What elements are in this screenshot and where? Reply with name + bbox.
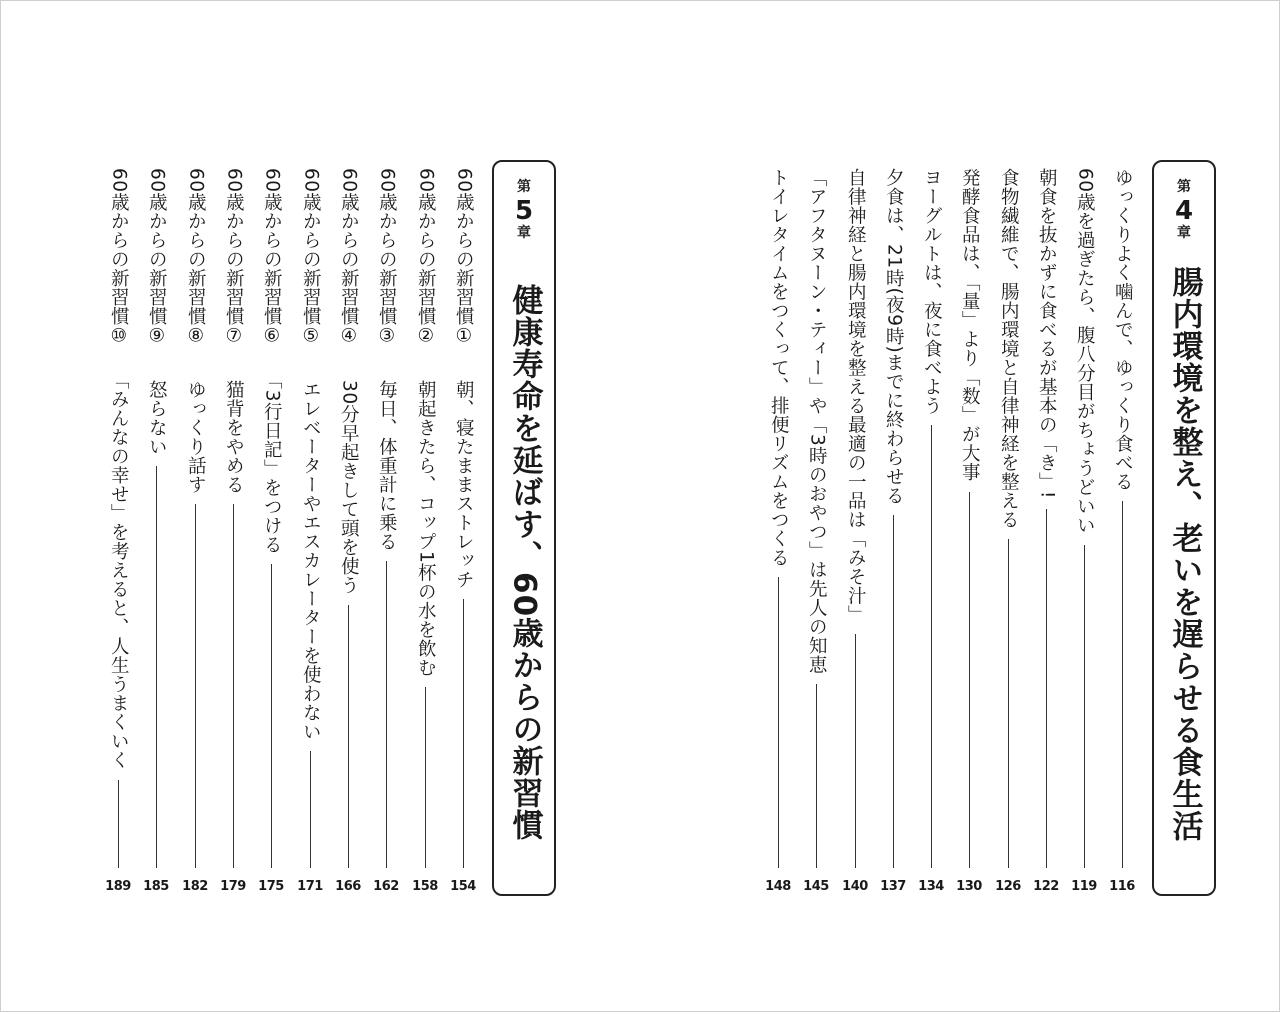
toc-entry-text: ヨーグルトは、夜に食べよう [921, 168, 943, 415]
toc-entry-text: 60歳を過ぎたら、腹八分目がちょうどいい [1074, 168, 1096, 535]
toc-entry-prefix: 60歳からの新習慣⑧ [185, 168, 207, 348]
toc-page-number: 189 [105, 879, 131, 894]
toc-entry-text: 猫背をやめる [223, 380, 245, 495]
toc-leader-line [310, 751, 311, 868]
toc-entry-title [884, 168, 903, 505]
toc-entry-text: ゆっくり話す [185, 380, 207, 495]
toc-entry-title [999, 168, 1018, 529]
toc-entry-title [960, 168, 979, 482]
toc-entry-text: 夕食は、21時(夜9時)までに終わらせる [883, 168, 905, 506]
toc-page-number: 122 [1033, 879, 1059, 894]
toc-entry-text: 食物繊維で、腸内環境と自律神経を整える [998, 168, 1020, 529]
chapter-5-label-bottom: 章 [517, 225, 531, 241]
toc-entry-title [807, 168, 826, 674]
toc-page-number: 130 [956, 879, 982, 894]
toc-leader-line [233, 504, 234, 868]
toc-entry-text: 発酵食品は、「量」より「数」が大事 [959, 168, 981, 482]
toc-entry-prefix: 60歳からの新習慣⑨ [146, 168, 168, 348]
toc-entry[interactable] [954, 168, 984, 898]
toc-entry[interactable] [840, 168, 870, 898]
toc-entry[interactable] [103, 168, 133, 898]
toc-leader-line [118, 780, 119, 868]
toc-entry[interactable] [180, 168, 210, 898]
toc-page-number: 175 [258, 879, 284, 894]
toc-entry-title [416, 168, 435, 677]
toc-entry[interactable] [993, 168, 1023, 898]
toc-entry-prefix: 60歳からの新習慣⑥ [261, 168, 283, 348]
toc-entry[interactable] [410, 168, 440, 898]
toc-entry-text: 朝起きたら、コップ1杯の水を飲む [415, 380, 437, 678]
toc-page-number: 137 [880, 879, 906, 894]
toc-leader-line [195, 504, 196, 868]
toc-page-number: 154 [450, 879, 476, 894]
toc-entry[interactable] [256, 168, 286, 898]
toc-page-number: 166 [335, 879, 361, 894]
toc-leader-line [1084, 545, 1085, 868]
toc-page-number: 119 [1071, 879, 1097, 894]
toc-page-number: 134 [918, 879, 944, 894]
toc-entry[interactable] [448, 168, 478, 898]
toc-leader-line [816, 684, 817, 868]
toc-entry[interactable] [371, 168, 401, 898]
toc-leader-line [463, 599, 464, 868]
toc-entry[interactable] [295, 168, 325, 898]
toc-entry-title [186, 168, 205, 494]
chapter-5-number: 5 [514, 196, 534, 226]
toc-entry-text: 「アフタヌーン・ティー」や「3時のおやつ」は先人の知恵 [806, 168, 828, 675]
toc-entry-text: 自律神経と腸内環境を整える最適の一品は「みそ汁」 [845, 168, 867, 624]
toc-entry-title [1037, 168, 1056, 499]
toc-entry-text: 「3行日記」をつける [261, 380, 283, 555]
chapter-4-title: 腸内環境を整え、老いを遅らせる食生活 [1166, 266, 1203, 842]
toc-leader-line [348, 605, 349, 868]
toc-leader-line [156, 466, 157, 868]
toc-entry[interactable] [333, 168, 363, 898]
toc-entry[interactable] [916, 168, 946, 898]
toc-entry-text: 「みんなの幸せ」を考えると、人生うまくいく [108, 380, 130, 770]
toc-entry-prefix: 60歳からの新習慣⑤ [300, 168, 322, 348]
toc-leader-line [1008, 539, 1009, 868]
toc-entry-title [262, 168, 281, 554]
toc-leader-line [271, 564, 272, 868]
toc-page-number: 116 [1109, 879, 1135, 894]
toc-entry-title [109, 168, 128, 770]
toc-entry-title [1075, 168, 1094, 535]
toc-page-number: 182 [182, 879, 208, 894]
toc-entry-text: トイレタイムをつくって、排便リズムをつくる [768, 168, 790, 567]
toc-entry-title [846, 168, 865, 624]
toc-entry-prefix: 60歳からの新習慣⑩ [108, 168, 130, 348]
toc-page-number: 145 [803, 879, 829, 894]
toc-entry-prefix: 60歳からの新習慣④ [338, 168, 360, 348]
toc-entry-title [1113, 168, 1132, 491]
toc-entry-title [454, 168, 473, 589]
toc-entry-title [922, 168, 941, 415]
toc-entry[interactable] [763, 168, 793, 898]
chapter-4-label-top: 第 [1177, 179, 1191, 195]
toc-leader-line [1046, 509, 1047, 868]
chapter-4-header [1152, 160, 1216, 896]
toc-entry-title [147, 168, 166, 456]
toc-leader-line [893, 515, 894, 868]
toc-entry-text: 朝、寝たままストレッチ [453, 380, 475, 590]
toc-entry[interactable] [1031, 168, 1061, 898]
toc-entry-title [301, 168, 320, 741]
toc-entry-prefix: 60歳からの新習慣③ [376, 168, 398, 348]
toc-page-number: 179 [220, 879, 246, 894]
toc-leader-line [855, 634, 856, 868]
toc-entry-prefix: 60歳からの新習慣② [415, 168, 437, 348]
toc-entry-text: ゆっくりよく噛んで、ゆっくり食べる [1112, 168, 1134, 491]
toc-entry[interactable] [218, 168, 248, 898]
toc-entry-text: 30分早起きして頭を使う [338, 380, 360, 595]
chapter-5-header [492, 160, 556, 896]
toc-leader-line [1122, 501, 1123, 868]
toc-entry-prefix: 60歳からの新習慣① [453, 168, 475, 348]
toc-entry-text: 毎日、体重計に乗る [376, 380, 398, 552]
toc-leader-line [931, 425, 932, 868]
toc-leader-line [386, 561, 387, 868]
toc-page-number: 162 [373, 879, 399, 894]
toc-page-number: 185 [143, 879, 169, 894]
toc-entry[interactable] [878, 168, 908, 898]
toc-page-number: 126 [995, 879, 1021, 894]
chapter-4-label-bottom: 章 [1177, 225, 1191, 241]
toc-entry-title [339, 168, 358, 595]
toc-entry-text: 怒らない [146, 380, 168, 457]
toc-page-number: 158 [412, 879, 438, 894]
toc-entry-text: エレベーターやエスカレーターを使わない [300, 380, 322, 742]
toc-entry-title [377, 168, 396, 551]
toc-entry[interactable] [801, 168, 831, 898]
toc-entry-prefix: 60歳からの新習慣⑦ [223, 168, 245, 348]
chapter-5-title: 健康寿命を延ばす、60歳からの新習慣 [506, 284, 543, 842]
toc-entry-title [769, 168, 788, 567]
toc-leader-line [969, 492, 970, 868]
toc-leader-line [778, 577, 779, 868]
toc-entry[interactable] [1069, 168, 1099, 898]
toc-entry[interactable] [1107, 168, 1137, 898]
toc-entry-title [224, 168, 243, 494]
chapter-5-label-top: 第 [517, 179, 531, 195]
toc-entry-text: 朝食を抜かずに食べるが基本の「き」! [1036, 168, 1058, 499]
toc-entry[interactable] [141, 168, 171, 898]
toc-page-number: 171 [297, 879, 323, 894]
toc-leader-line [425, 687, 426, 868]
chapter-4-number: 4 [1174, 196, 1194, 226]
toc-page-number: 148 [765, 879, 791, 894]
toc-page-number: 140 [842, 879, 868, 894]
